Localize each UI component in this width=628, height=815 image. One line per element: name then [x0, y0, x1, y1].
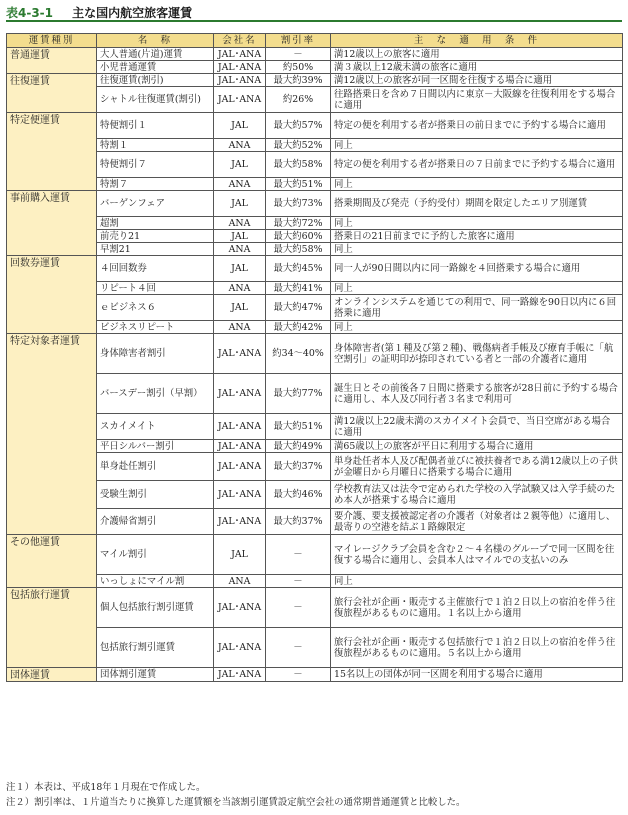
- airline-company: JAL･ANA: [214, 61, 266, 74]
- airline-company: JAL･ANA: [214, 481, 266, 509]
- fare-category: 往復運賃: [7, 74, 97, 113]
- application-conditions: 同上: [331, 139, 623, 152]
- fare-name: 特割１: [97, 139, 214, 152]
- fare-name: 特便割引７: [97, 152, 214, 178]
- fare-name: 団体割引運賃: [97, 668, 214, 682]
- application-conditions: 同上: [331, 178, 623, 191]
- fare-name: 介護帰省割引: [97, 509, 214, 535]
- airline-company: ANA: [214, 282, 266, 295]
- application-conditions: 往路搭乗日を含め７日間以内に東京－大阪線を往復利用をする場合に適用: [331, 87, 623, 113]
- airline-company: JAL･ANA: [214, 440, 266, 453]
- table-row: [7, 414, 623, 440]
- application-conditions: 特定の便を利用する者が搭乗日の前日までに予約する場合に適用: [331, 113, 623, 139]
- airline-company: JAL: [214, 256, 266, 282]
- discount-rate: －: [266, 628, 331, 668]
- discount-rate: 約34～40%: [266, 334, 331, 374]
- application-conditions: 満12歳以上の旅客が同一区間を往復する場合に適用: [331, 74, 623, 87]
- application-conditions: マイレージクラブ会員を含む２～４名様のグループで同一区間を往復する場合に適用し、会員本人はマイルでの支払いのみ: [331, 535, 623, 575]
- airline-company: JAL･ANA: [214, 87, 266, 113]
- fare-name: 受験生割引: [97, 481, 214, 509]
- header-company: 会社名: [214, 34, 266, 48]
- table-title-text: 主な国内航空旅客運賃: [72, 6, 193, 20]
- fare-name: 前売り21: [97, 230, 214, 243]
- note-2: 注２）割引率は、１片道当たりに換算した運賃額を当該割引運賃設定航空会社の通常期普通運賃と比較した。: [6, 797, 466, 808]
- application-conditions: 要介護、要支援被認定者の介護者（対象者は２親等他）に適用し、最寄りの空港を結ぶ１路線限定: [331, 509, 623, 535]
- fare-name: 早割21: [97, 243, 214, 256]
- application-conditions: オンラインシステムを通じての利用で、同一路線を90日以内に６回搭乗に適用: [331, 295, 623, 321]
- title-underline: [6, 20, 622, 22]
- application-conditions: 同上: [331, 282, 623, 295]
- fare-name: 往復運賃(割引): [97, 74, 214, 87]
- table-row: [7, 295, 623, 321]
- application-conditions: 同一人が90日間以内に同一路線を４回搭乗する場合に適用: [331, 256, 623, 282]
- fare-category: その他運賃: [7, 535, 97, 588]
- airline-company: JAL･ANA: [214, 628, 266, 668]
- airline-company: JAL･ANA: [214, 414, 266, 440]
- discount-rate: －: [266, 48, 331, 61]
- discount-rate: 約26%: [266, 87, 331, 113]
- fare-table: [6, 33, 623, 682]
- discount-rate: 最大約51%: [266, 178, 331, 191]
- discount-rate: 最大約45%: [266, 256, 331, 282]
- discount-rate: －: [266, 575, 331, 588]
- fare-name: シャトル往復運賃(割引): [97, 87, 214, 113]
- table-row: [7, 374, 623, 414]
- airline-company: JAL･ANA: [214, 453, 266, 481]
- airline-company: JAL: [214, 191, 266, 217]
- header-row: [7, 34, 623, 48]
- application-conditions: 誕生日とその前後各７日間に搭乗する旅客が28日前に予約する場合に適用し、本人及び同行者３名まで利用可: [331, 374, 623, 414]
- application-conditions: 旅行会社が企画・販売する主催旅行で１泊２日以上の宿泊を伴う往復旅程があるものに適用。１名以上から適用: [331, 588, 623, 628]
- airline-company: JAL･ANA: [214, 588, 266, 628]
- header-category: 運賃種別: [7, 34, 97, 48]
- fare-name: ４回回数券: [97, 256, 214, 282]
- fare-category: 普通運賃: [7, 48, 97, 74]
- airline-company: JAL･ANA: [214, 668, 266, 682]
- table-row: [7, 282, 623, 295]
- table-row: [7, 535, 623, 575]
- discount-rate: 最大約77%: [266, 374, 331, 414]
- airline-company: ANA: [214, 217, 266, 230]
- fare-name: 平日シルバー割引: [97, 440, 214, 453]
- fare-name: リピート４回: [97, 282, 214, 295]
- fare-name: バースデー割引（早割）: [97, 374, 214, 414]
- table-title: [0, 0, 628, 22]
- application-conditions: 特定の便を利用する者が搭乗日の７日前までに予約する場合に適用: [331, 152, 623, 178]
- table-row: [7, 87, 623, 113]
- header-conditions: 主 な 適 用 条 件: [331, 34, 623, 48]
- fare-name: 単身赴任割引: [97, 453, 214, 481]
- discount-rate: 最大約60%: [266, 230, 331, 243]
- fare-name: いっしょにマイル割: [97, 575, 214, 588]
- application-conditions: 15名以上の団体が同一区間を利用する場合に適用: [331, 668, 623, 682]
- application-conditions: 満12歳以上22歳未満のスカイメイト会員で、当日空席がある場合に適用: [331, 414, 623, 440]
- fare-name: ｅビジネス６: [97, 295, 214, 321]
- discount-rate: 最大約58%: [266, 152, 331, 178]
- table-number: 表4-3-1: [6, 6, 54, 20]
- application-conditions: 同上: [331, 575, 623, 588]
- application-conditions: 学校教育法又は法令で定められた学校の入学試験又は入学手続のため本人が搭乗する場合に適用: [331, 481, 623, 509]
- table-row: [7, 481, 623, 509]
- discount-rate: 最大約37%: [266, 509, 331, 535]
- table-row: [7, 178, 623, 191]
- fare-name: 身体障害者割引: [97, 334, 214, 374]
- airline-company: JAL: [214, 230, 266, 243]
- table-row: [7, 256, 623, 282]
- table-row: [7, 575, 623, 588]
- airline-company: JAL･ANA: [214, 374, 266, 414]
- fare-table-body: [7, 48, 623, 682]
- application-conditions: 満65歳以上の旅客が平日に利用する場合に適用: [331, 440, 623, 453]
- discount-rate: 最大約52%: [266, 139, 331, 152]
- fare-name: 大人普通(片道)運賃: [97, 48, 214, 61]
- discount-rate: 最大約46%: [266, 481, 331, 509]
- table-row: [7, 588, 623, 628]
- fare-name: 包括旅行割引運賃: [97, 628, 214, 668]
- application-conditions: 同上: [331, 321, 623, 334]
- table-row: [7, 48, 623, 61]
- airline-company: JAL: [214, 535, 266, 575]
- table-row: [7, 509, 623, 535]
- fare-name: 超割: [97, 217, 214, 230]
- note-1: 注１）本表は、平成18年１月現在で作成した。: [6, 782, 206, 793]
- airline-company: JAL: [214, 152, 266, 178]
- notes: [6, 780, 465, 810]
- fare-name: 個人包括旅行割引運賃: [97, 588, 214, 628]
- fare-category: 包括旅行運賃: [7, 588, 97, 668]
- table-row: [7, 74, 623, 87]
- table-row: [7, 440, 623, 453]
- fare-name: 特割７: [97, 178, 214, 191]
- application-conditions: 搭乗期間及び発売（予約受付）期間を限定したエリア別運賃: [331, 191, 623, 217]
- airline-company: ANA: [214, 178, 266, 191]
- application-conditions: 単身赴任者本人及び配偶者並びに被扶養者である満12歳以上の子供が金曜日から月曜日に搭乗する場合に適用: [331, 453, 623, 481]
- fare-name: スカイメイト: [97, 414, 214, 440]
- application-conditions: 満12歳以上の旅客に適用: [331, 48, 623, 61]
- fare-name: マイル割引: [97, 535, 214, 575]
- discount-rate: 約50%: [266, 61, 331, 74]
- header-rate: 割引率: [266, 34, 331, 48]
- airline-company: JAL･ANA: [214, 509, 266, 535]
- table-row: [7, 453, 623, 481]
- fare-category: 特定便運賃: [7, 113, 97, 191]
- table-row: [7, 230, 623, 243]
- table-row: [7, 61, 623, 74]
- discount-rate: 最大約47%: [266, 295, 331, 321]
- fare-name: 特便割引１: [97, 113, 214, 139]
- fare-category: 事前購入運賃: [7, 191, 97, 256]
- application-conditions: 同上: [331, 217, 623, 230]
- application-conditions: 同上: [331, 243, 623, 256]
- fare-name: 小児普通運賃: [97, 61, 214, 74]
- discount-rate: 最大約73%: [266, 191, 331, 217]
- discount-rate: 最大約37%: [266, 453, 331, 481]
- airline-company: JAL: [214, 113, 266, 139]
- fare-category: 回数券運賃: [7, 256, 97, 334]
- discount-rate: 最大約57%: [266, 113, 331, 139]
- fare-category: 特定対象者運賃: [7, 334, 97, 535]
- airline-company: ANA: [214, 575, 266, 588]
- table-row: [7, 334, 623, 374]
- header-name: 名 称: [97, 34, 214, 48]
- discount-rate: －: [266, 535, 331, 575]
- table-row: [7, 191, 623, 217]
- fare-name: ビジネスリピート: [97, 321, 214, 334]
- application-conditions: 満３歳以上12歳未満の旅客に適用: [331, 61, 623, 74]
- discount-rate: 最大約72%: [266, 217, 331, 230]
- airline-company: ANA: [214, 321, 266, 334]
- discount-rate: 最大約49%: [266, 440, 331, 453]
- application-conditions: 身体障害者(第１種及び第２種)、戦傷病者手帳及び療育手帳に「航空割引」の証明印が捺印されている者と一部の介護者に適用: [331, 334, 623, 374]
- airline-company: JAL: [214, 295, 266, 321]
- airline-company: ANA: [214, 243, 266, 256]
- airline-company: JAL･ANA: [214, 48, 266, 61]
- application-conditions: 旅行会社が企画・販売する包括旅行で１泊２日以上の宿泊を伴う往復旅程があるものに適用。５名以上から適用: [331, 628, 623, 668]
- fare-name: バーゲンフェア: [97, 191, 214, 217]
- discount-rate: 最大約58%: [266, 243, 331, 256]
- discount-rate: －: [266, 668, 331, 682]
- table-row: [7, 668, 623, 682]
- fare-category: 団体運賃: [7, 668, 97, 682]
- table-row: [7, 217, 623, 230]
- discount-rate: －: [266, 588, 331, 628]
- discount-rate: 最大約41%: [266, 282, 331, 295]
- airline-company: ANA: [214, 139, 266, 152]
- airline-company: JAL･ANA: [214, 334, 266, 374]
- application-conditions: 搭乗日の21日前までに予約した旅客に適用: [331, 230, 623, 243]
- discount-rate: 最大約42%: [266, 321, 331, 334]
- table-row: [7, 243, 623, 256]
- table-row: [7, 152, 623, 178]
- table-row: [7, 139, 623, 152]
- airline-company: JAL･ANA: [214, 74, 266, 87]
- discount-rate: 最大約39%: [266, 74, 331, 87]
- table-row: [7, 113, 623, 139]
- table-row: [7, 321, 623, 334]
- discount-rate: 最大約51%: [266, 414, 331, 440]
- table-row: [7, 628, 623, 668]
